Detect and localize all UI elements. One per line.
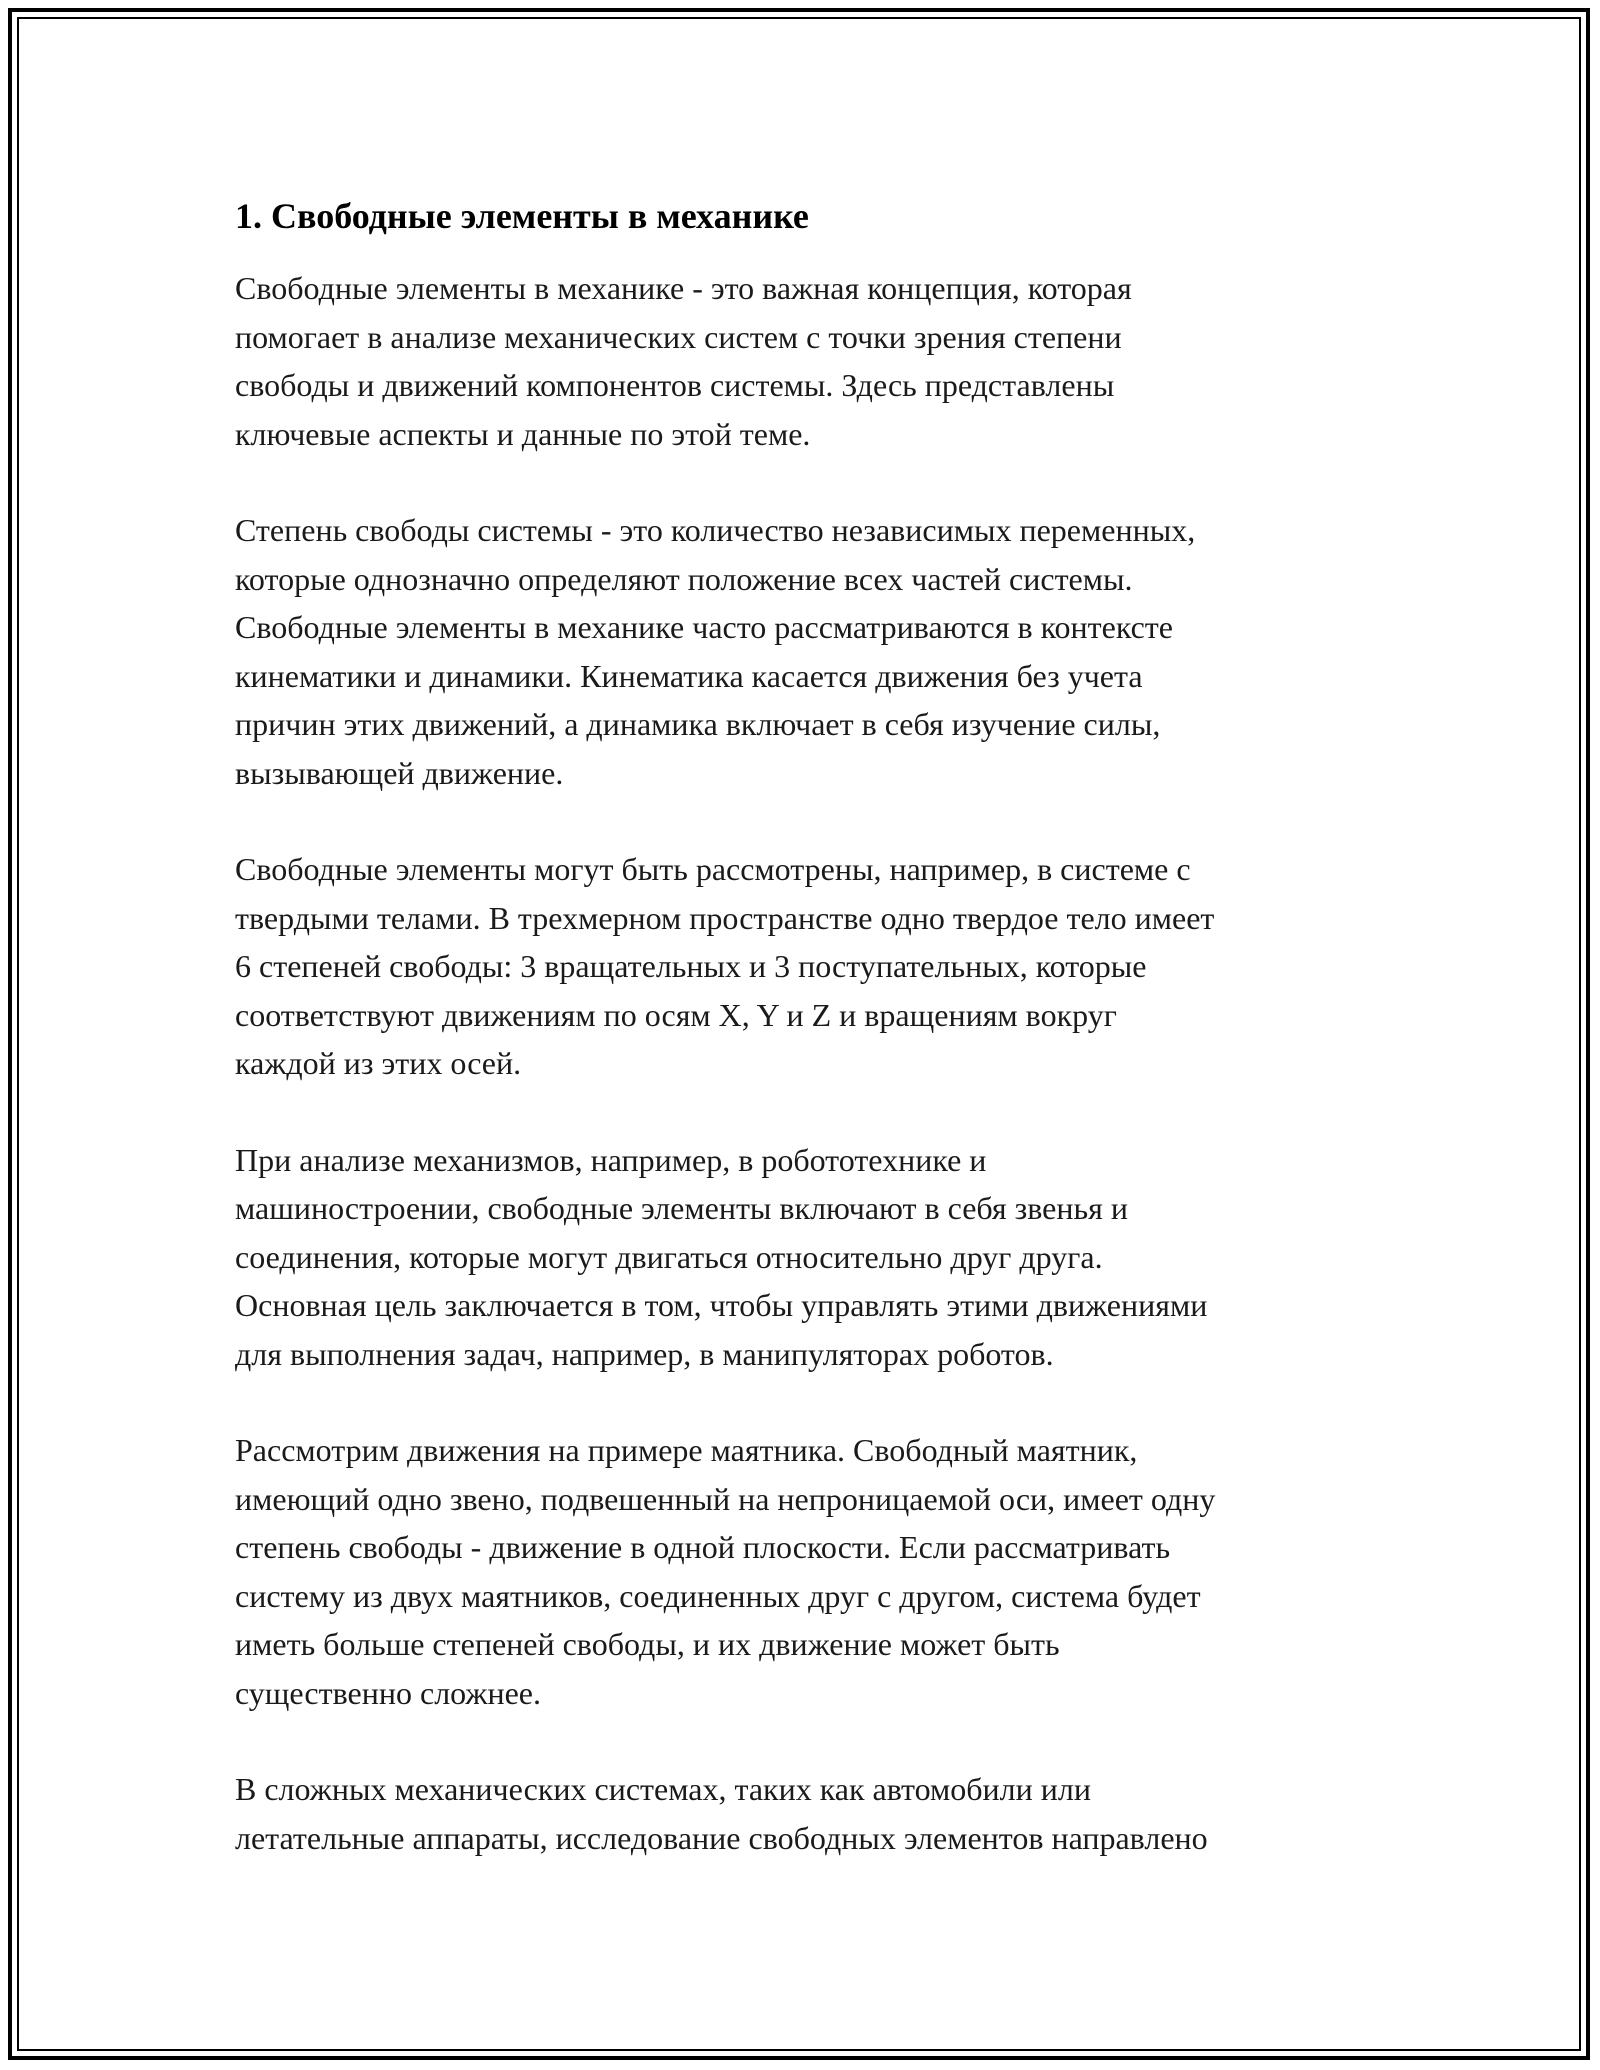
paragraph-degrees-of-freedom: Степень свободы системы - это количество независимых переменных, которые однозначно определяют положение всех частей системы. Свободные элементы в механике часто рассматриваются в контексте кинематики и динамики. Кинематика касается движения без учета причин этих движений, а динамика включает в себя изучение силы, вызывающей движение. (235, 512, 1196, 791)
paragraph-intro: Свободные элементы в механике - это важная концепция, которая помогает в анализе механических систем с точки зрения степени свободы и движений компонентов системы. Здесь представлены ключевые аспекты и данные по этой теме. (235, 270, 1132, 452)
paragraph-pendulum: Рассмотрим движения на примере маятника. Свободный маятник, имеющий одно звено, подвешенный на непроницаемой оси, имеет одну степень свободы - движение в одной плоскости. Если рассматривать систему из двух маятников, соединенных друг с другом, система будет иметь больше степеней свободы, и их движение может быть существенно сложнее. (235, 1432, 1216, 1711)
document-body (235, 190, 1375, 1862)
paragraph-complex-systems: В сложных механических системах, таких как автомобили или летательные аппараты, исследование свободных элементов направлено (235, 1771, 1208, 1856)
section-heading: 1. Свободные элементы в механике (235, 196, 809, 236)
paragraph-mechanisms: При анализе механизмов, например, в робототехнике и машиностроении, свободные элементы включают в себя звенья и соединения, которые могут двигаться относительно друг друга. Основная цель заключается в том, чтобы управлять этими движениями для выполнения задач, например, в манипуляторах роботов. (235, 1141, 1208, 1372)
paragraph-rigid-bodies: Свободные элементы могут быть рассмотрены, например, в системе с твердыми телами. В трехмерном пространстве одно твердое тело имеет 6 степеней свободы: 3 вращательных и 3 поступательных, которые соответствуют движениям по осям X, Y и Z и вращениям вокруг каждой из этих осей. (235, 851, 1215, 1081)
